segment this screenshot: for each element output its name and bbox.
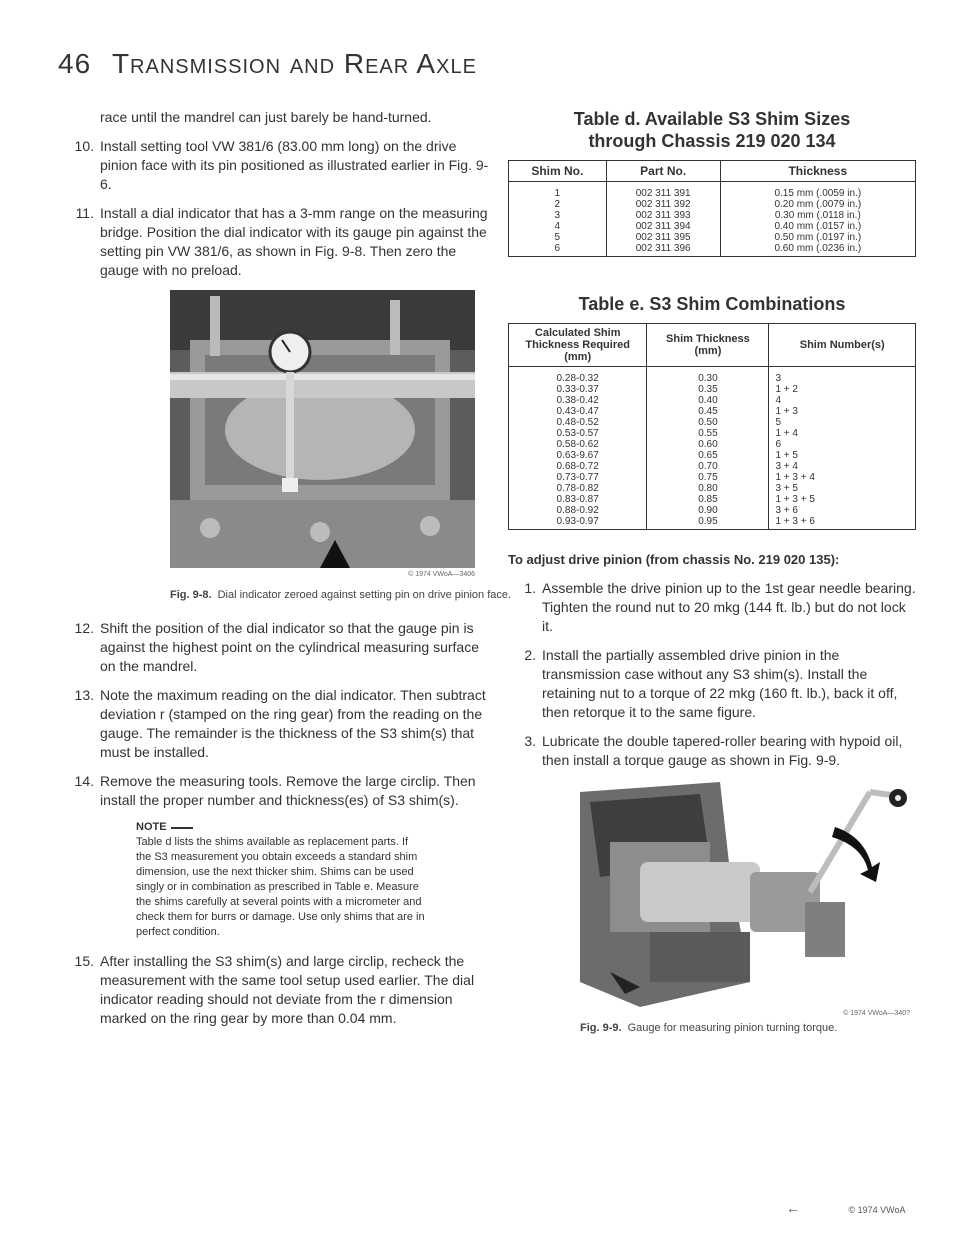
table-cell: 0.48-0.52 [509, 417, 647, 428]
table-cell: 0.58-0.62 [509, 439, 647, 450]
note-rule [171, 827, 193, 829]
step-number: 14. [74, 773, 94, 789]
step-text: Install a dial indicator that has a 3-mm range on the measuring bridge. Position the dial indicator with its gauge pin against the setting pin VW 381/6, as shown in Fig. 9-8. Then zero the gauge with no preload. [100, 205, 488, 278]
figure-caption-text: Dial indicator zeroed against setting pin on drive pinion face. [217, 589, 512, 601]
step-3 [508, 732, 916, 770]
table-d-title-line1: Table d. Available S3 Shim Sizes [573, 109, 851, 129]
table-cell: 6 [769, 439, 916, 450]
table-cell: 3 + 5 [769, 483, 916, 494]
table-cell: 3 [769, 367, 916, 385]
figure-9-8-caption [170, 588, 540, 603]
arrow-icon: ← [786, 1200, 800, 1216]
table-cell: 3 + 4 [769, 461, 916, 472]
table-cell: 3 [509, 210, 607, 221]
table-row [509, 243, 916, 257]
table-d [508, 160, 916, 257]
table-d-title-line2: through Chassis 219 020 134 [588, 131, 836, 151]
table-row [509, 461, 916, 472]
step-2 [508, 646, 916, 722]
table-e-header-required: Calculated Shim Thickness Required (mm) [509, 324, 647, 367]
right-column [508, 108, 916, 1052]
table-row [509, 367, 916, 385]
footer-credit-text: © 1974 VWoA [848, 1205, 906, 1215]
table-cell: 0.35 [647, 384, 769, 395]
table-row [509, 483, 916, 494]
table-cell: 1 + 4 [769, 428, 916, 439]
table-cell: 2 [509, 199, 607, 210]
figure-credit: © 1974 VWoA—3406 [408, 571, 475, 578]
table-cell: 1 + 5 [769, 450, 916, 461]
table-cell: 1 [509, 182, 607, 200]
step-text: Shift the position of the dial indicator so that the gauge pin is against the highest point on the cylindrical measuring surface on the mandrel. [100, 620, 479, 674]
step-text: Install the partially assembled drive pinion in the transmission case without any S3 shim(s). Install the retaining nut to a torque of 22 mkg (160 ft. lb.), back it off, then retorque it to the same figure. [542, 647, 898, 720]
step-text: Remove the measuring tools. Remove the large circlip. Then install the proper number and thickness(es) of S3 shim(s). [100, 773, 476, 808]
table-cell: 0.88-0.92 [509, 505, 647, 516]
table-cell: 002 311 392 [606, 199, 720, 210]
table-cell: 1 + 3 + 6 [769, 516, 916, 530]
table-row [509, 384, 916, 395]
table-cell: 1 + 2 [769, 384, 916, 395]
table-cell: 0.73-0.77 [509, 472, 647, 483]
table-cell: 0.15 mm (.0059 in.) [720, 182, 915, 200]
table-cell: 5 [769, 417, 916, 428]
table-cell: 002 311 395 [606, 232, 720, 243]
figure-9-9-photo [580, 782, 910, 1007]
table-cell: 0.50 mm (.0197 in.) [720, 232, 915, 243]
table-row [509, 472, 916, 483]
table-cell: 0.38-0.42 [509, 395, 647, 406]
table-cell: 3 + 6 [769, 505, 916, 516]
table-cell: 0.53-0.57 [509, 428, 647, 439]
table-row [509, 494, 916, 505]
table-cell: 1 + 3 + 5 [769, 494, 916, 505]
table-cell: 0.68-0.72 [509, 461, 647, 472]
torque-gauge-photo [580, 782, 910, 1007]
page-number: 46 [58, 48, 92, 79]
figure-9-8-photo [170, 290, 475, 568]
table-row [509, 516, 916, 530]
step-text: Assemble the drive pinion up to the 1st gear needle bearing. Tighten the round nut to 20 mkg (144 ft. lb.) but do not lock it. [542, 580, 916, 634]
table-row [509, 406, 916, 417]
table-cell: 0.33-0.37 [509, 384, 647, 395]
table-cell: 0.65 [647, 450, 769, 461]
step-text: Install setting tool VW 381/6 (83.00 mm long) on the drive pinion face with its pin positioned as illustrated earlier in Fig. 9-6. [100, 138, 489, 192]
left-column [74, 108, 512, 1038]
table-cell: 0.28-0.32 [509, 367, 647, 385]
table-row [509, 450, 916, 461]
table-row [509, 221, 916, 232]
step-number: 13. [74, 687, 94, 703]
step-12 [66, 619, 490, 676]
table-cell: 0.40 [647, 395, 769, 406]
table-cell: 0.75 [647, 472, 769, 483]
table-row [509, 439, 916, 450]
page-header [58, 48, 477, 80]
table-d-title [508, 108, 916, 152]
footer-credit [786, 1200, 906, 1216]
note-text: Table d lists the shims available as replacement parts. If the S3 measurement you obtain exceeds a standard shim dimension, use the next thicker shim. Shims can be used singly or in combination as prescribed in Table e. Measure the shims carefully at several points with a micrometer and check them for burrs or damage. Use only shims that are in perfect condition. [136, 836, 425, 939]
step-15 [66, 952, 490, 1028]
table-cell: 1 + 3 [769, 406, 916, 417]
step-1 [508, 579, 916, 636]
table-cell: 0.85 [647, 494, 769, 505]
table-e-header-numbers: Shim Number(s) [769, 324, 916, 367]
note-label: NOTE [136, 821, 167, 833]
table-cell: 0.63-9.67 [509, 450, 647, 461]
steps-12-14 [74, 619, 490, 810]
figure-label: Fig. 9-8. [170, 589, 212, 601]
step-14 [66, 772, 490, 810]
chapter-title: Transmission and Rear Axle [111, 48, 477, 79]
note-box [136, 820, 426, 940]
table-cell: 002 311 396 [606, 243, 720, 257]
step-number: 11. [75, 205, 94, 221]
table-row [509, 182, 916, 200]
step-number: 2. [524, 647, 536, 663]
table-cell: 002 311 393 [606, 210, 720, 221]
table-row [509, 417, 916, 428]
table-cell: 0.40 mm (.0157 in.) [720, 221, 915, 232]
table-cell: 0.60 mm (.0236 in.) [720, 243, 915, 257]
table-row [509, 210, 916, 221]
table-d-header-thickness: Thickness [720, 161, 915, 182]
dial-indicator-photo [170, 290, 475, 568]
table-cell: 0.78-0.82 [509, 483, 647, 494]
step-number: 1. [524, 580, 536, 596]
steps-1-3 [508, 579, 916, 770]
table-cell: 0.83-0.87 [509, 494, 647, 505]
steps-15 [74, 952, 490, 1028]
table-cell: 5 [509, 232, 607, 243]
step-number: 3. [524, 733, 536, 749]
table-e-header-thickness: Shim Thickness (mm) [647, 324, 769, 367]
step-text: Note the maximum reading on the dial indicator. Then subtract deviation r (stamped on the ring gear) from the reading on the gauge. The remainder is the thickness of the S3 shim(s) that must be installed. [100, 687, 486, 760]
table-cell: 0.45 [647, 406, 769, 417]
table-cell: 0.60 [647, 439, 769, 450]
figure-9-9-caption [580, 1021, 960, 1036]
table-cell: 6 [509, 243, 607, 257]
table-cell: 0.30 mm (.0118 in.) [720, 210, 915, 221]
table-d-header-part-no: Part No. [606, 161, 720, 182]
step-11 [66, 204, 490, 280]
table-cell: 0.20 mm (.0079 in.) [720, 199, 915, 210]
table-e-title: Table e. S3 Shim Combinations [578, 294, 846, 314]
step-text: Lubricate the double tapered-roller bearing with hypoid oil, then install a torque gauge as shown in Fig. 9-9. [542, 733, 903, 768]
table-row [509, 505, 916, 516]
table-row [509, 428, 916, 439]
table-cell: 0.55 [647, 428, 769, 439]
table-e [508, 323, 916, 530]
note-heading [136, 820, 426, 835]
table-row [509, 395, 916, 406]
step-number: 15. [74, 953, 94, 970]
table-row [509, 232, 916, 243]
table-cell: 4 [769, 395, 916, 406]
table-row [509, 199, 916, 210]
table-cell: 1 + 3 + 4 [769, 472, 916, 483]
table-cell: 002 311 394 [606, 221, 720, 232]
intro-paragraph: race until the mandrel can just barely be hand-turned. [100, 109, 432, 125]
table-cell: 0.90 [647, 505, 769, 516]
step-10 [66, 137, 490, 194]
table-cell: 0.80 [647, 483, 769, 494]
table-cell: 0.70 [647, 461, 769, 472]
section-subheading: To adjust drive pinion (from chassis No. 219 020 135): [508, 552, 840, 567]
figure-caption-text: Gauge for measuring pinion turning torque. [627, 1022, 838, 1034]
figure-label: Fig. 9-9. [580, 1022, 622, 1034]
table-cell: 0.43-0.47 [509, 406, 647, 417]
table-cell: 4 [509, 221, 607, 232]
table-cell: 0.93-0.97 [509, 516, 647, 530]
table-cell: 0.95 [647, 516, 769, 530]
table-cell: 0.30 [647, 367, 769, 385]
steps-10-11 [74, 137, 490, 280]
step-number: 12. [74, 620, 94, 636]
table-d-header-shim-no: Shim No. [509, 161, 607, 182]
table-cell: 0.50 [647, 417, 769, 428]
step-text: After installing the S3 shim(s) and large circlip, recheck the measurement with the same tool setup used earlier. The dial indicator reading should not deviate from the r dimension marked on the ring gear by more than 0.04 mm. [100, 953, 475, 1027]
step-13 [66, 686, 490, 762]
step-number: 10. [74, 138, 94, 154]
table-cell: 002 311 391 [606, 182, 720, 200]
figure-credit: © 1974 VWoA—340? [843, 1010, 910, 1017]
